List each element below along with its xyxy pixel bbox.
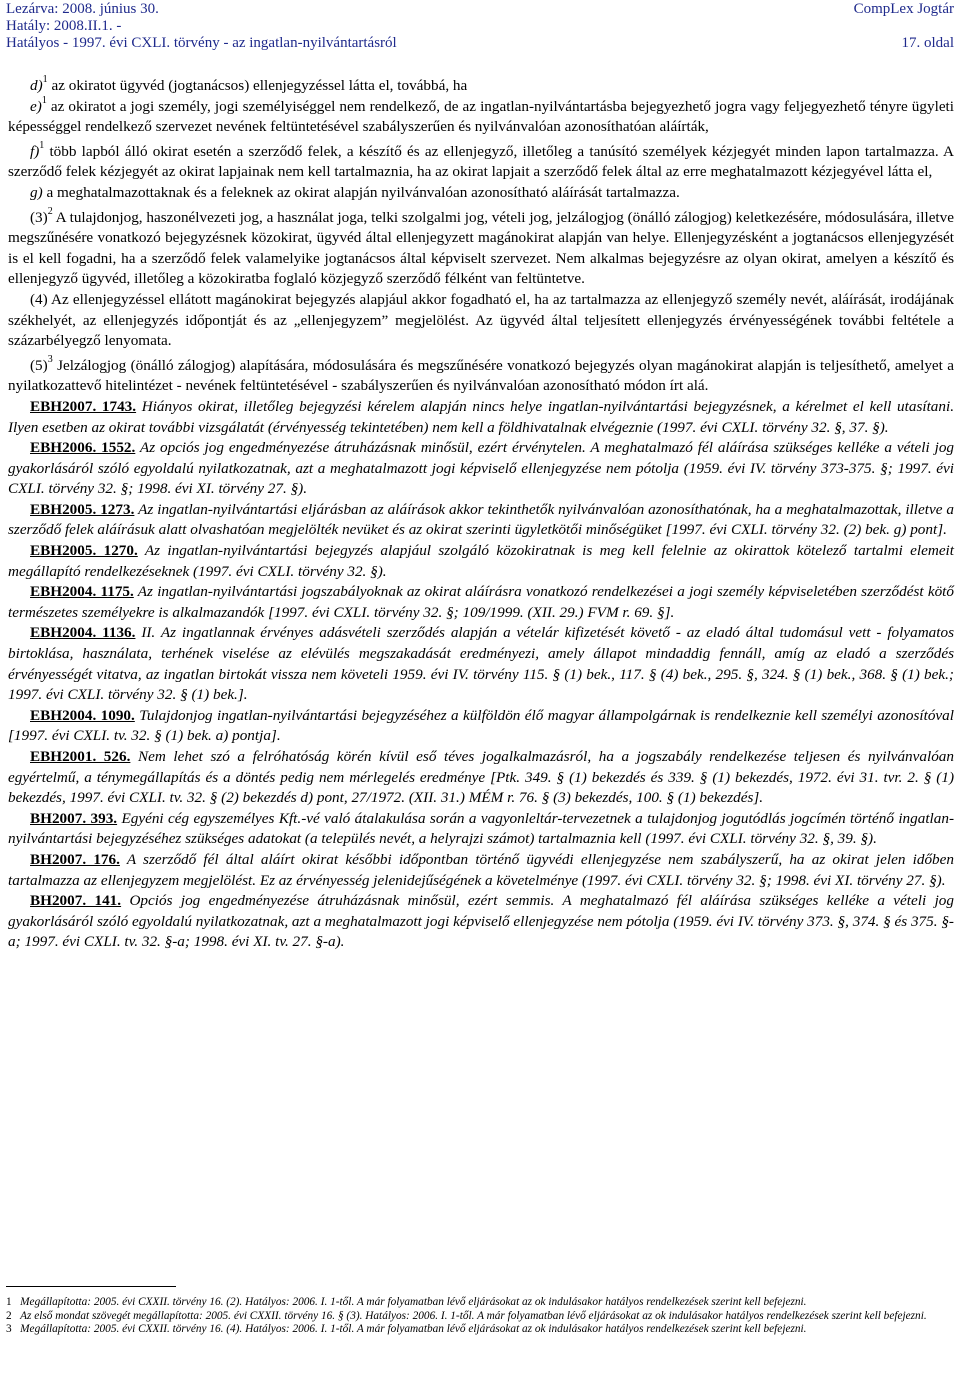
clause-f-mark: f)	[30, 142, 40, 160]
case-reference-link[interactable]: EBH2006. 1552.	[30, 439, 136, 457]
case-entry	[8, 747, 954, 809]
case-reference-link[interactable]: BH2007. 393.	[30, 809, 118, 827]
clause-e	[8, 94, 954, 138]
paragraph-5-mark: (5)	[30, 356, 48, 374]
case-summary: Nem lehet szó a felróhatóság körén kívül eső téves jogalkalmazásról, ha a jogszabály rendelkezése teljesen és nyilvánvalóan egyértelmű, a ténymegállapítás és a döntés pedig nem mérlegelés eredménye [Ptk. 349. § (1) bekezdés és 339. § (1) bekezdés, 1972. évi 31. tvr. 2. § (1) bekezdés, 1997. évi CXLI. tv. 32. § (2) bekezdés d) pont, 27/1972. (XII. 31.) MÉM r. 76. § (3) bekezdés, 100. § (1) bekezdés].	[8, 748, 954, 807]
clause-f-text: több lapból álló okirat esetén a szerződő felek, a készítő és az ellenjegyző, illetőleg a tanúsító személyek kézjegyét minden lapon tartalmazza. A szerződő felek kézjegyét az okirat lapjainak nem kell tartalmaznia, ha az okirat lapjait a szerződő felek által az erre meghatalmazott kézjegyével látta el,	[8, 142, 954, 181]
case-entry	[8, 809, 954, 850]
case-summary: Az ingatlan-nyilvántartási jogszabályoknak az okirat aláírásra vonatkozó rendelkezései a jogi személy képviseletében szerződést kötő természetes személyekre is alkalmazandók [1997. évi CXLI. törvény 32. §; 109/1999. (XII. 29.) FVM r. 69. §].	[8, 583, 954, 621]
case-reference-link[interactable]: BH2007. 141.	[30, 892, 122, 910]
case-summary: A szerződő fél által aláírt okirat későbbi időpontban történő ügyvédi ellenjegyzése nem szabályszerű, ha az okirat jelen időben tartalmazza az ellenjegyzem megjelölést. Ez az érvényesség jelenidejűségének a követelménye (1997. évi CXLI. törvény 32. §; 1998. évi XI. törvény 27. §).	[8, 850, 954, 889]
header-closed-date: Lezárva: 2008. június 30.	[6, 1, 159, 17]
document-body	[8, 73, 955, 953]
clause-g-mark: g)	[30, 183, 43, 201]
paragraph-4-text: (4) Az ellenjegyzéssel ellátott magánokirat bejegyzés alapjául akkor fogadható el, ha az tartalmazza az ellenjegyző személy nevét, aláírását, irodájának székhelyét, az ellenjegyzés időpontját és az „ellenjegyzem” megjelölést. Az ügyvéd által teljesített ellenjegyzés érvényességének további feltétele a százarbélyegző lenyomata.	[8, 290, 954, 350]
case-summary: Hiányos okirat, illetőleg bejegyzési kérelem alapján nincs helye ingatlan-nyilvántartási bejegyzésnek, a kérelmet el kell utasítani. Ilyen esetben az okirat további vizsgálatát (érvényesség tekintetében) nem kell a földhivatalnak elvégeznie (1997. évi CXLI. törvény 32. §, 37. §).	[8, 397, 954, 436]
paragraph-4	[8, 290, 954, 352]
case-entry	[8, 541, 954, 582]
paragraph-5-text: Jelzálogjog (önálló zálogjog) alapítására, módosulására és megszűnésére vonatkozó bejegyzés olyan magánokirat alapján is teljesíthető, amelyet a nyilatkozattevő hitelintézet - nevének feltüntetésével - szabályszerűen és nyilvánvalóan azonosítható módon írt alá.	[8, 356, 954, 395]
paragraph-3	[8, 205, 954, 290]
case-entry	[8, 891, 954, 953]
footnotes	[6, 1296, 954, 1337]
footnote-spacer	[12, 1296, 20, 1308]
paragraph-5	[8, 353, 954, 397]
footnote-ref[interactable]: 2	[47, 205, 53, 217]
case-summary: Az ingatlan-nyilvántartási eljárásban az aláírások akkor tekinthetők nyilvánvalóan azonosíthatónak, ha a meghatalmazottak, illetve a szerződő felek aláírásuk alatt olvashatóan megjelölték nevüket és az okirat szerinti ügyletkötői minőségüket [1997. évi CXLI. törvény 32. (2) bek. g) pont].	[8, 500, 954, 539]
case-entry	[8, 850, 954, 891]
footnote-text: Megállapította: 2005. évi CXXII. törvény 16. (4). Hatályos: 2006. I. 1-től. A már folyamatban lévő eljárásokat az ok indulásakor hatályos rendelkezések szerint kell befejezni.	[20, 1323, 807, 1336]
footnote-ref[interactable]: 3	[47, 353, 53, 365]
footnote-number: 1	[6, 1296, 12, 1308]
footnote	[6, 1296, 954, 1310]
header-law-title: Hatályos - 1997. évi CXLI. törvény - az ingatlan-nyilvántartásról	[6, 35, 397, 51]
footnote-spacer	[12, 1323, 20, 1335]
footnote	[6, 1310, 954, 1324]
case-reference-link[interactable]: EBH2004. 1175.	[30, 583, 134, 601]
case-reference-link[interactable]: EBH2001. 526.	[30, 748, 131, 765]
case-entry	[8, 397, 954, 438]
case-summary: Az opciós jog engedményezése átruházásnak minősül, ezért érvénytelen. A meghatalmazó fél aláírása szükséges kelléke a vételi jog gyakorlásáról szóló egyoldalú nyilatkozatnak, azt a meghatalmazott jogi képviselő ellenjegyzése nem pótolja (1959. évi IV. törvény 373-375. §; 1997. évi CXLI. törvény 32. §; 1998. évi XI. törvény 27. §).	[8, 439, 955, 498]
footnote	[6, 1323, 954, 1337]
header-page-number: 17. oldal	[901, 35, 954, 51]
header-brand: CompLex Jogtár	[853, 1, 954, 17]
case-reference-link[interactable]: EBH2004. 1136.	[30, 624, 136, 642]
clause-d-text: az okiratot ügyvéd (jogtanácsos) ellenjegyzéssel látta el, továbbá, ha	[47, 77, 468, 94]
case-reference-link[interactable]: EBH2004. 1090.	[30, 706, 135, 724]
footnote-text: Megállapította: 2005. évi CXXII. törvény 16. (2). Hatályos: 2006. I. 1-től. A már folyamatban lévő eljárásokat az ok indulásakor hatályos rendelkezések szerint kell befejezni.	[20, 1296, 807, 1308]
footnote-ref[interactable]: 1	[41, 94, 47, 106]
footnote-ref[interactable]: 1	[42, 73, 48, 85]
case-entry	[8, 438, 954, 500]
paragraph-3-mark: (3)	[30, 208, 48, 226]
case-entry	[8, 623, 954, 705]
clause-f	[8, 139, 954, 183]
case-summary: II. Az ingatlannak érvényes adásvételi szerződés alapján a vételár kifizetését követő - az eladó által tudomásul vett - folyamatos birtoklása, használata, terhének viselése az elévülés megszakadását eredményezi, amely állapot mindaddig fennáll, amíg az eladó a szerződés érvényességét vitatva, az ingatlan birtokát vissza nem követeli 1959. évi IV. törvény 115. § (1) bek., 117. § (4) bek., 295. §, 324. § (1) bek., 368. § (1) bek.; 1997. évi CXLI. törvény 32. § (1) bek.].	[8, 624, 954, 704]
clause-d	[8, 73, 954, 97]
footnote-number: 3	[6, 1323, 12, 1336]
case-reference-link[interactable]: EBH2005. 1273.	[30, 500, 135, 518]
case-list	[8, 397, 954, 953]
case-summary: Egyéni cég egyszemélyes Kft.-vé való átalakulása során a vagyonleltár-tervezetnek a tulajdonjog jogutódlás jogcímén történő ingatlan-nyilvántartási bejegyzéséhez szükséges adatokat (a település nevét, a helyrajzi számot) tartalmaznia kell (1997. évi CXLI. törvény 32. §, 39. §).	[8, 809, 955, 848]
clause-d-mark: d)	[30, 77, 43, 94]
case-reference-link[interactable]: BH2007. 176.	[30, 850, 120, 868]
case-summary: Tulajdonjog ingatlan-nyilvántartási bejegyzéséhez a külföldön élő magyar állampolgárnak is rendelkeznie kell személyi azonosítóval [1997. évi CXLI. tv. 32. § (1) bek. a) pontja].	[8, 706, 954, 745]
case-reference-link[interactable]: EBH2007. 1743.	[30, 397, 137, 415]
case-summary: Opciós jog engedményezése átruházásnak minősül, ezért semmis. A meghatalmazó fél aláírása szükséges kelléke a vételi jog gyakorlásáról szóló egyoldalú nyilatkozatnak, azt a meghatalmazott jogi képviselő ellenjegyzése nem pótolja (1959. évi IV. törvény 373. §, 374. § és 375. §-a; 1997. évi CXLI. tv. 32. §-a; 1998. évi XI. tv. 27. §-a).	[8, 892, 954, 951]
footnote-number: 2	[6, 1309, 12, 1322]
clause-e-mark: e)	[30, 97, 42, 115]
case-entry	[8, 706, 954, 747]
paragraph-3-text: A tulajdonjog, haszonélvezeti jog, a használat joga, telki szolgalmi jog, vételi jog, jelzálogjog (önálló zálogjog) keletkezésére, módosulására, illetve megszűnésére vonatkozó bejegyzésnek közokirat, ügyvéd által ellenjegyzett magánokirat alapján van helye. Ellenjegyzésként a jogtanácsos ellenjegyzését is el kell fogadni, ha a szerződő felek valamelyike jogtanácsos által képviselt szervezet. Nem alkalmas bejegyzésre az olyan okirat, amelyen a készítő és ellenjegyző ügyvéd, illetőleg a közokiratba foglaló közjegyző szerződő félként van feltüntetve.	[8, 208, 954, 288]
case-entry	[8, 582, 954, 623]
footnote-spacer	[12, 1310, 20, 1322]
header-effect-date: Hatály: 2008.II.1. -	[6, 18, 122, 34]
clause-g-text: a meghatalmazottaknak és a feleknek az okirat alapján nyilvánvalóan azonosítható aláírását tartalmazza.	[42, 183, 680, 201]
clause-e-text: az okiratot a jogi személy, jogi személyiséggel nem rendelkező, de az ingatlan-nyilvántartásba bejegyezhető jogra vagy feljegyezhető tényre ügyleti képességgel rendelkező szervezet nevének feltüntetésével szabályszerűen és nyilvánvalóan azonosíthatóan aláírták,	[8, 97, 954, 136]
footnote-divider	[6, 1286, 176, 1287]
footnote-text: Az első mondat szövegét megállapította: 2005. évi CXXII. törvény 16. § (3). Hatályos: 2006. I. 1-től. A már folyamatban lévő eljárásokat az ok indulásakor hatályos rendelkezések szerint kell befejezni.	[20, 1309, 927, 1322]
case-summary: Az ingatlan-nyilvántartási bejegyzés alapjául szolgáló közokiratnak is meg kell felelnie az okirattok kötelező tartalmi elemeit megállapító rendelkezéseknek (1997. évi CXLI. törvény 32. §).	[8, 542, 954, 580]
case-reference-link[interactable]: EBH2005. 1270.	[30, 542, 138, 560]
clause-g	[8, 183, 954, 204]
footnote-ref[interactable]: 1	[39, 139, 45, 151]
case-entry	[8, 500, 954, 541]
